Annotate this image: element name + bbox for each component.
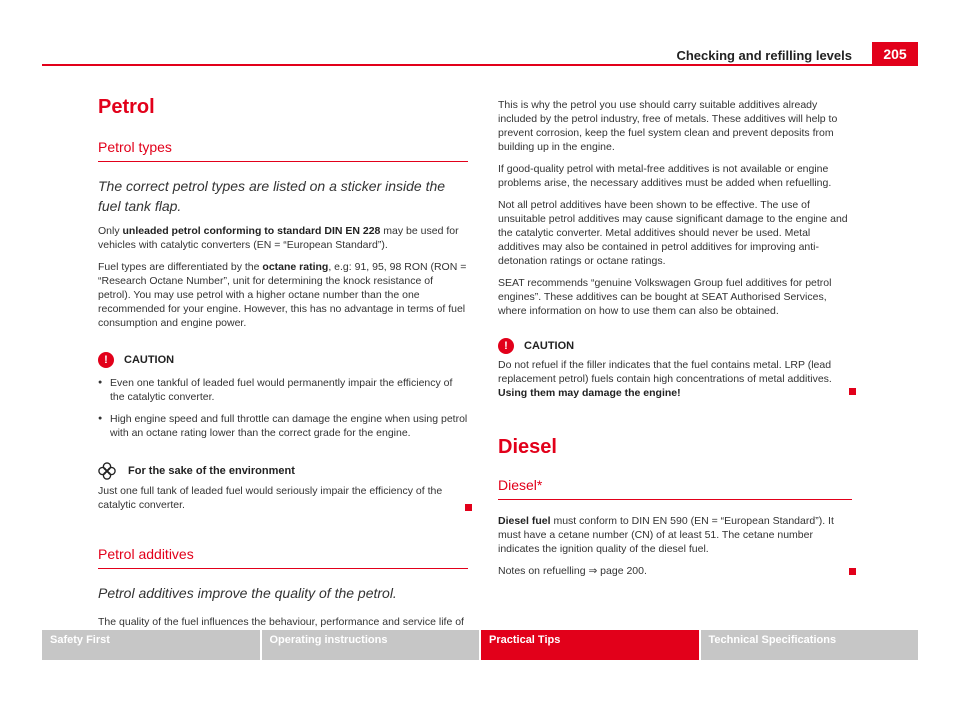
caution-heading: ! CAUTION: [98, 352, 468, 368]
section-title-petrol-additives: Petrol additives: [98, 546, 194, 562]
caution-text: Do not refuel if the filler indicates that the fuel contains metal. LRP (lead replacement petrol) fuels contain high concentrations of metal additives. Using them may damage the engine!: [498, 358, 852, 400]
paragraph: Diesel fuel must conform to DIN EN 590 (EN = “European Standard”). It must have a cetane number (CN) of at least 51. The cetane number indicates the ignition quality of the diesel fuel.: [498, 515, 834, 555]
paragraph: If good-quality petrol with metal-free additives is not available or engine problems arise, the necessary additives must be added when refuelling.: [498, 163, 832, 189]
section-title-diesel: Diesel*: [498, 477, 543, 493]
paragraph: Not all petrol additives have been shown to be effective. The use of unsuitable petrol additives may cause significant damage to the engine and the catalytic converter. Metal additives should never be used. Metal additives may also be contained in petrol additives for improving anti-detonation ratings or octane ratings.: [498, 199, 848, 267]
section-rule: [498, 499, 852, 500]
end-marker: [465, 504, 472, 511]
lead-text: Petrol additives improve the quality of the petrol.: [98, 585, 397, 601]
caution-bullet: ● Even one tankful of leaded fuel would permanently impair the efficiency of the catalytic converter.: [98, 376, 468, 404]
running-header: Checking and refilling levels: [676, 48, 852, 63]
lead-text: The correct petrol types are listed on a sticker inside the fuel tank flap.: [98, 178, 446, 214]
flower-icon: [98, 462, 116, 480]
footer-tab-practical-tips[interactable]: Practical Tips: [481, 630, 699, 660]
paragraph: SEAT recommends “genuine Volkswagen Group fuel additives for petrol engines”. These additives can be bought at SEAT Authorised Services, where information on how to use them can also be obtained.: [498, 277, 832, 317]
footer-tab-technical-specifications[interactable]: Technical Specifications: [701, 630, 919, 660]
paragraph: This is why the petrol you use should carry suitable additives already included by the petrol industry, free of metals. These additives will help to prevent corrosion, keep the fuel system clean and prevent deposits from building up in the engine.: [498, 99, 838, 153]
header-rule: [42, 64, 918, 66]
caution-bullet: ● High engine speed and full throttle can damage the engine when using petrol with an octane rating lower than the correct grade for the engine.: [98, 412, 468, 440]
paragraph: Notes on refuelling ⇒ page 200.: [498, 564, 852, 578]
section-title-petrol-types: Petrol types: [98, 139, 172, 155]
left-column: [98, 96, 468, 643]
end-marker: [849, 568, 856, 575]
footer-tab-safety-first[interactable]: Safety First: [42, 630, 260, 660]
environment-heading: For the sake of the environment: [98, 462, 468, 480]
chapter-title-petrol: Petrol: [98, 96, 155, 118]
footer-nav: [42, 630, 918, 660]
caution-icon: !: [98, 352, 114, 368]
environment-text: Just one full tank of leaded fuel would seriously impair the efficiency of the catalytic converter.: [98, 484, 468, 512]
caution-heading: ! CAUTION: [498, 338, 852, 354]
page-number: 205: [872, 42, 918, 66]
footer-tab-operating-instructions[interactable]: Operating instructions: [262, 630, 480, 660]
paragraph: Fuel types are differentiated by the octane rating, e.g: 91, 95, 98 RON (RON = “Research Octane Number”, unit for determining the knock resistance of petrol). You may use petrol with a higher octane number than the one recommended for your engine. However, this has no advantage in terms of fuel consumption and engine power.: [98, 261, 467, 329]
caution-icon: !: [498, 338, 514, 354]
section-rule: [98, 161, 468, 162]
chapter-title-diesel: Diesel: [498, 436, 557, 458]
paragraph: Only unleaded petrol conforming to standard DIN EN 228 may be used for vehicles with catalytic converters (EN = “European Standard”).: [98, 225, 459, 251]
section-rule: [98, 568, 468, 569]
right-column: [498, 98, 852, 578]
paragraph: The quality of the fuel influences the behaviour, performance and service life of: [98, 616, 464, 628]
end-marker: [849, 388, 856, 395]
